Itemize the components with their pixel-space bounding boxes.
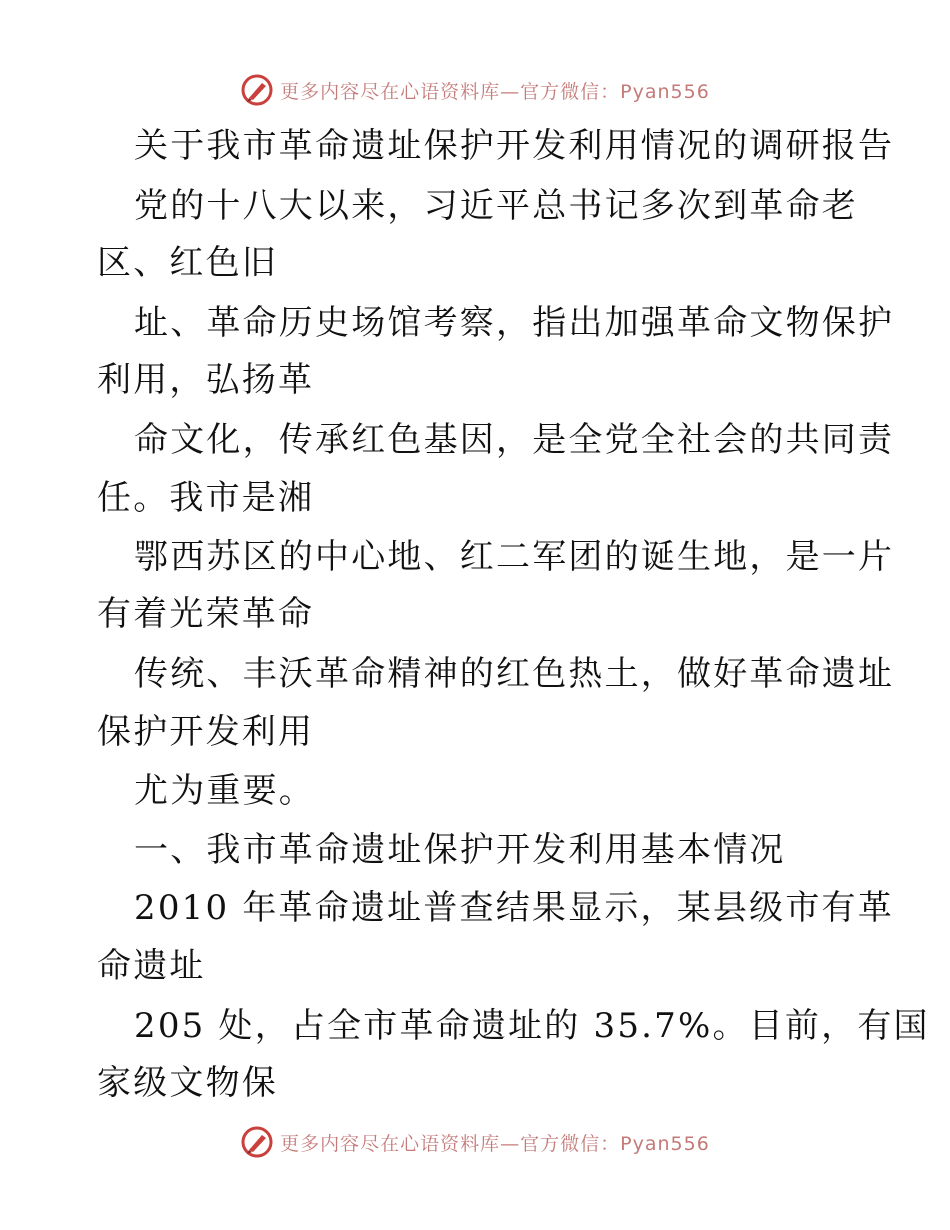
paragraph-line: 址、革命历史场馆考察，指出加强革命文物保护 [134,303,895,343]
paragraph-line: 任。我市是湘 [97,478,315,518]
paragraph-line: 鄂西苏区的中心地、红二军团的诞生地，是一片 [134,537,895,577]
watermark-text: 更多内容尽在心语资料库—官方微信： [280,80,621,103]
paragraph-line: 有着光荣革命 [97,594,315,634]
pen-logo-icon [240,1125,274,1159]
watermark-text: 更多内容尽在心语资料库—官方微信： [280,1132,621,1155]
paragraph-line: 命遗址 [97,946,206,986]
paragraph-line: 205 处，占全市革命遗址的 35.7%。目前，有国 [134,1006,930,1046]
paragraph-line: 命文化，传承红色基因，是全党全社会的共同责 [134,420,895,460]
paragraph-line: 区、红色旧 [97,243,278,283]
paragraph-line: 家级文物保 [97,1063,278,1103]
watermark-id: Pyan556 [620,1132,710,1155]
watermark-id: Pyan556 [620,80,710,103]
paragraph-line: 利用，弘扬革 [97,360,315,400]
paragraph-line: 尤为重要。 [134,771,315,811]
section-heading: 一、我市革命遗址保护开发利用基本情况 [134,830,786,870]
document-title: 关于我市革命遗址保护开发利用情况的调研报告 [134,126,895,166]
paragraph-line: 传统、丰沃革命精神的红色热土，做好革命遗址 [134,654,895,694]
paragraph-line: 2010 年革命遗址普查结果显示，某县级市有革 [134,888,894,928]
paragraph-line: 党的十八大以来，习近平总书记多次到革命老 [134,186,858,226]
footer-watermark [0,1122,950,1162]
paragraph-line: 保护开发利用 [97,712,315,752]
